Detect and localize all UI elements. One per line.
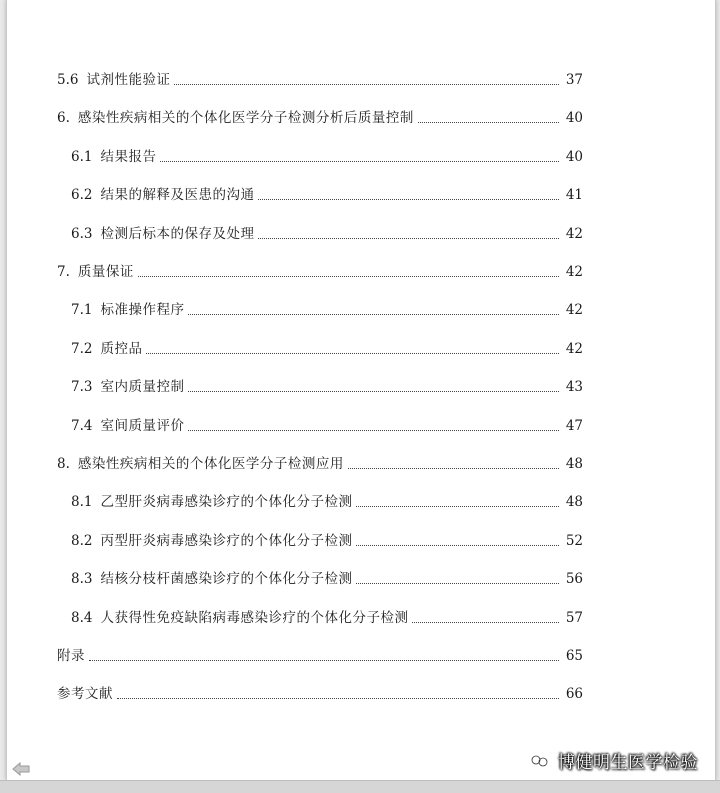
toc-entry-page-number: 40 [565, 110, 583, 127]
toc-entry[interactable] [71, 221, 583, 243]
toc-entry-number: 5.6 [57, 72, 79, 88]
toc-leader-dots [160, 161, 559, 162]
bottom-bar [0, 780, 720, 793]
toc-entry-title: 室内质量控制 [100, 379, 185, 396]
toc-entry-title: 结果报告 [100, 148, 157, 165]
toc-entry-number: 6.1 [71, 148, 93, 165]
toc-entry[interactable] [71, 144, 583, 166]
wechat-official-account-icon [528, 751, 552, 771]
toc-entry[interactable] [57, 105, 583, 127]
toc-entry[interactable] [71, 605, 583, 627]
toc-entry-title: 感染性疾病相关的个体化医学分子检测分析后质量控制 [77, 110, 414, 127]
toc-entry-page-number: 42 [565, 340, 583, 357]
toc-entry-page-number: 52 [565, 532, 583, 549]
toc-entry-title: 质量保证 [77, 264, 134, 280]
toc-entry-title: 标准操作程序 [100, 302, 185, 319]
toc-entry-number: 7.4 [71, 417, 93, 434]
toc-entry-page-number: 42 [565, 225, 583, 242]
toc-entry-number: 6.2 [71, 187, 93, 204]
toc-entry-page-number: 40 [565, 148, 583, 165]
toc-entry-page-number: 48 [565, 494, 583, 511]
toc-leader-dots [188, 314, 559, 315]
toc-entry[interactable] [71, 182, 583, 204]
toc-entry-title: 质控品 [100, 340, 143, 357]
toc-entry-title: 附录 [57, 648, 85, 664]
toc-leader-dots [348, 468, 559, 469]
toc-leader-dots [174, 84, 559, 85]
toc-entry-number: 7. [57, 264, 70, 280]
toc-entry-title: 人获得性免疫缺陷病毒感染诊疗的个体化分子检测 [100, 609, 409, 626]
toc-leader-dots [258, 199, 559, 200]
toc-entry[interactable] [71, 566, 583, 588]
toc-entry-title: 参考文献 [57, 686, 113, 703]
toc-entry[interactable] [57, 681, 583, 703]
toc-leader-dots [188, 430, 559, 431]
toc-entry-number: 6.3 [71, 225, 93, 242]
toc-entry-title: 丙型肝炎病毒感染诊疗的个体化分子检测 [100, 532, 353, 549]
toc-entry[interactable] [57, 67, 583, 89]
toc-leader-dots [418, 122, 559, 123]
toc-entry-number: 6. [57, 110, 70, 127]
toc-entry-number: 7.2 [71, 340, 93, 357]
toc-entry-number: 8.2 [71, 532, 93, 549]
toc-entry-title: 乙型肝炎病毒感染诊疗的个体化分子检测 [100, 494, 353, 511]
toc-entry-title: 结果的解释及医患的沟通 [100, 187, 255, 204]
toc-leader-dots [356, 583, 559, 584]
toc-entry-number: 8.4 [71, 609, 93, 626]
toc-entry[interactable] [57, 451, 583, 473]
watermark-text: 博健明生医学检验 [558, 753, 698, 773]
toc-entry-number: 7.3 [71, 379, 93, 396]
toc-entry-title: 结核分枝杆菌感染诊疗的个体化分子检测 [100, 571, 353, 588]
toc-leader-dots [188, 391, 559, 392]
toc-entry-page-number: 65 [565, 648, 583, 664]
watermark [528, 748, 698, 773]
toc-entry[interactable] [57, 643, 583, 665]
toc-leader-dots [412, 622, 559, 623]
toc-entry[interactable] [57, 259, 583, 281]
toc-entry-number: 7.1 [71, 302, 93, 319]
toc-entry[interactable] [71, 336, 583, 358]
toc-leader-dots [138, 276, 559, 277]
toc-leader-dots [356, 506, 559, 507]
toc-entry[interactable] [71, 528, 583, 550]
toc-leader-dots [117, 698, 559, 699]
toc-entry-title: 检测后标本的保存及处理 [100, 225, 255, 242]
toc-entry-page-number: 57 [565, 609, 583, 626]
toc-entry-page-number: 48 [565, 456, 583, 472]
toc-entry-page-number: 42 [565, 302, 583, 319]
toc-entry-number: 8.1 [71, 494, 93, 511]
toc-entry-title: 试剂性能验证 [86, 72, 171, 88]
toc-entry-page-number: 66 [565, 686, 583, 703]
toc-entry[interactable] [71, 413, 583, 435]
toc-entry-title: 室间质量评价 [100, 417, 185, 434]
toc-entry-number: 8. [57, 456, 70, 472]
toc-leader-dots [356, 545, 559, 546]
toc-entry-page-number: 47 [565, 417, 583, 434]
document-page [6, 0, 716, 780]
toc-leader-dots [258, 238, 559, 239]
toc-leader-dots [146, 353, 559, 354]
toc-entry-title: 感染性疾病相关的个体化医学分子检测应用 [77, 456, 344, 472]
toc-entry[interactable] [71, 297, 583, 319]
toc-leader-dots [89, 660, 559, 661]
toc-entry-page-number: 37 [565, 72, 583, 88]
toc-entry-page-number: 41 [565, 187, 583, 204]
toc-entry-page-number: 56 [565, 571, 583, 588]
toc-entry[interactable] [71, 489, 583, 511]
toc-entry-number: 8.3 [71, 571, 93, 588]
toc-entry-page-number: 42 [565, 264, 583, 280]
back-arrow-icon[interactable] [12, 762, 30, 776]
toc-entry[interactable] [71, 374, 583, 396]
toc-entry-page-number: 43 [565, 379, 583, 396]
